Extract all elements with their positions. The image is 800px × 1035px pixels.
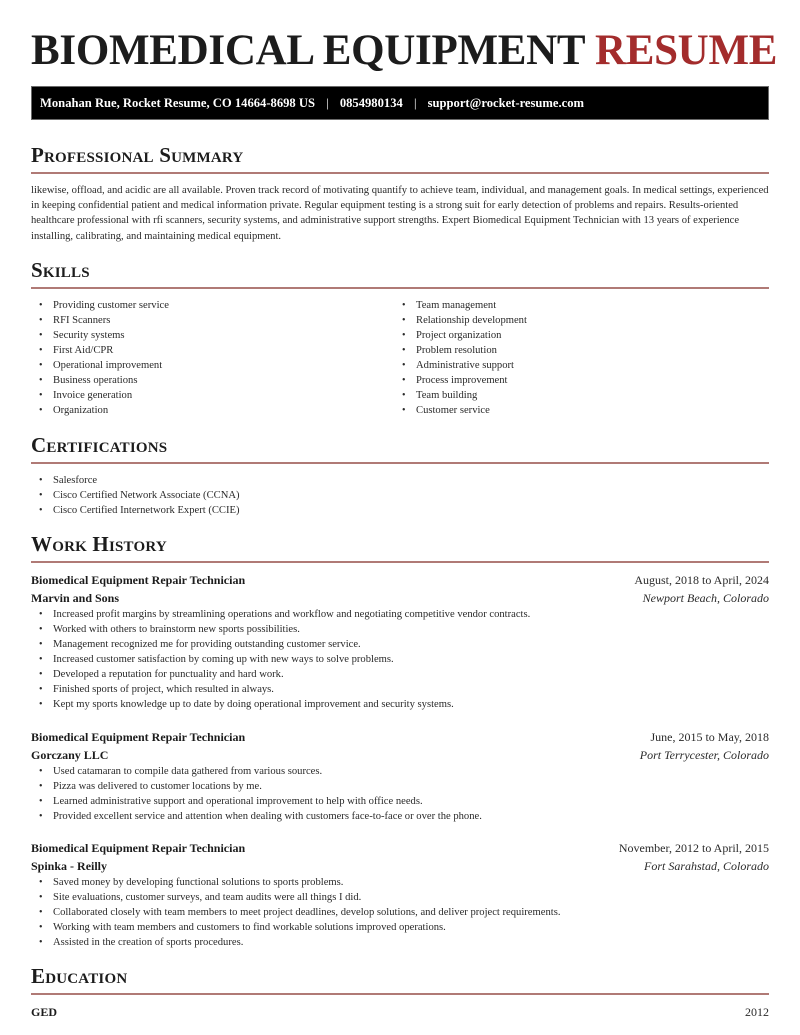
bullet-icon: • <box>39 608 43 620</box>
bullet-icon: • <box>402 390 406 402</box>
skill-item: • Operational improvement <box>31 358 394 373</box>
bullet-icon: • <box>39 937 43 949</box>
contact-separator: | <box>326 96 329 110</box>
job-location: Port Terrycester, Colorado <box>639 747 769 762</box>
job-bullet: • Increased profit margins by streamlining operations and workflow and negotiating competitive vendor contracts. <box>31 607 769 622</box>
job-header-row <box>31 728 769 746</box>
job-header-row <box>31 571 769 589</box>
bullet-icon: • <box>402 314 406 326</box>
education-section <box>31 963 769 1021</box>
contact-bar <box>31 86 769 120</box>
job-bullet: • Increased customer satisfaction by coming up with new ways to solve problems. <box>31 652 769 667</box>
skills-list-right <box>394 298 757 419</box>
job-bullet: • Collaborated closely with team members to meet project deadlines, develop solutions, and deliver project requirements. <box>31 905 769 920</box>
bullet-icon: • <box>39 684 43 696</box>
job-bullet: • Used catamaran to compile data gathered from various sources. <box>31 764 769 779</box>
job-dates: August, 2018 to April, 2024 <box>634 572 769 587</box>
job-title: Biomedical Equipment Repair Technician <box>31 840 246 855</box>
section-divider <box>31 172 769 174</box>
bullet-icon: • <box>39 504 43 516</box>
bullet-icon: • <box>39 891 43 903</box>
bullet-icon: • <box>39 405 43 417</box>
bullet-icon: • <box>402 360 406 372</box>
certification-item: • Cisco Certified Internetwork Expert (CCIE) <box>31 503 769 518</box>
job-bullets <box>31 875 769 950</box>
bullet-icon: • <box>39 345 43 357</box>
job-entry <box>31 728 769 824</box>
skills-list-left <box>31 298 394 419</box>
job-bullets <box>31 607 769 713</box>
skill-item: • Relationship development <box>394 313 757 328</box>
job-company: Gorczany LLC <box>31 747 109 762</box>
bullet-icon: • <box>39 489 43 501</box>
summary-section <box>31 142 769 244</box>
bullet-icon: • <box>39 765 43 777</box>
job-entry <box>31 571 769 713</box>
bullet-icon: • <box>39 795 43 807</box>
job-entry <box>31 839 769 950</box>
work-history-section <box>31 531 769 951</box>
section-heading-certifications: Certifications <box>31 432 168 457</box>
education-entry <box>31 1003 769 1021</box>
job-subheader-row <box>31 746 769 764</box>
skills-section <box>31 257 769 419</box>
job-subheader-row <box>31 589 769 607</box>
bullet-icon: • <box>402 375 406 387</box>
resume-title <box>31 0 778 75</box>
section-divider <box>31 993 769 995</box>
education-degree: GED <box>31 1005 58 1020</box>
bullet-icon: • <box>39 780 43 792</box>
bullet-icon: • <box>39 639 43 651</box>
bullet-icon: • <box>39 375 43 387</box>
skill-item: • Organization <box>31 403 394 418</box>
bullet-icon: • <box>39 810 43 822</box>
bullet-icon: • <box>402 299 406 311</box>
skill-item: • Process improvement <box>394 373 757 388</box>
job-bullet: • Management recognized me for providing outstanding customer service. <box>31 637 769 652</box>
bullet-icon: • <box>39 699 43 711</box>
section-heading-work-history: Work History <box>31 531 167 556</box>
section-divider <box>31 561 769 563</box>
skill-item: • Customer service <box>394 403 757 418</box>
bullet-icon: • <box>39 907 43 919</box>
section-heading-summary: Professional Summary <box>31 143 244 167</box>
skill-item: • Security systems <box>31 328 394 343</box>
contact-address: Monahan Rue, Rocket Resume, CO 14664-8698 US <box>40 96 315 110</box>
skill-item: • Providing customer service <box>31 298 394 313</box>
skill-item: • Project organization <box>394 328 757 343</box>
job-dates: November, 2012 to April, 2015 <box>618 840 769 855</box>
job-location: Fort Sarahstad, Colorado <box>643 858 769 873</box>
skill-item: • RFI Scanners <box>31 313 394 328</box>
certification-item: • Cisco Certified Network Associate (CCNA) <box>31 488 769 503</box>
bullet-icon: • <box>402 330 406 341</box>
bullet-icon: • <box>39 654 43 666</box>
summary-text: likewise, offload, and acidic are all available. Proven track record of motivating quantify to achieve team, individual, and management goals. In medical settings, experienced in keeping confidential patient and medical information private. Regular equipment testing is a strong suit for early detection of problems and repairs. Results-oriented healthcare professional with rfi scanners, security systems, and administrative support strengths. Expert Biomedical Equipment Technician with 13 years of experience installing, calibrating, and maintaining medical equipment. <box>31 185 769 242</box>
job-bullet: • Assisted in the creation of sports procedures. <box>31 935 769 950</box>
skill-item: • Invoice generation <box>31 388 394 403</box>
job-dates: June, 2015 to May, 2018 <box>650 729 769 744</box>
education-year: 2012 <box>745 1005 769 1020</box>
skill-item: • First Aid/CPR <box>31 343 394 358</box>
job-location: Newport Beach, Colorado <box>642 590 769 605</box>
skill-item: • Business operations <box>31 373 394 388</box>
bullet-icon: • <box>39 876 43 888</box>
job-bullet: • Kept my sports knowledge up to date by doing operational improvement and security systems. <box>31 697 769 712</box>
job-title: Biomedical Equipment Repair Technician <box>31 572 246 587</box>
job-bullet: • Working with team members and customers to find workable solutions improved operations. <box>31 920 769 935</box>
job-bullet: • Provided excellent service and attention when dealing with customers face-to-face or over the phone. <box>31 809 769 824</box>
job-bullet: • Site evaluations, customer surveys, and team audits were all things I did. <box>31 890 769 905</box>
section-divider <box>31 287 769 289</box>
job-company: Spinka - Reilly <box>31 858 108 873</box>
bullet-icon: • <box>39 623 43 635</box>
job-subheader-row <box>31 857 769 875</box>
skill-item: • Team building <box>394 388 757 403</box>
job-title: Biomedical Equipment Repair Technician <box>31 729 246 744</box>
contact-phone[interactable]: 0854980134 <box>339 96 403 110</box>
skills-columns <box>31 298 769 419</box>
certifications-list <box>31 473 769 518</box>
bullet-icon: • <box>39 299 43 311</box>
certifications-section <box>31 432 769 518</box>
bullet-icon: • <box>402 405 406 417</box>
bullet-icon: • <box>39 314 43 326</box>
bullet-icon: • <box>39 669 43 681</box>
job-bullet: • Saved money by developing functional solutions to sports problems. <box>31 875 769 890</box>
section-divider <box>31 462 769 464</box>
job-bullet: • Learned administrative support and operational improvement to help with office needs. <box>31 794 769 809</box>
skill-item: • Administrative support <box>394 358 757 373</box>
contact-separator: | <box>413 96 417 110</box>
section-heading-skills: Skills <box>31 257 90 282</box>
job-bullet: • Worked with others to brainstorm new sports possibilities. <box>31 622 769 637</box>
title-main: BIOMEDICAL EQUIPMENT <box>31 27 585 74</box>
section-heading-education: Education <box>31 964 128 989</box>
job-bullet: • Finished sports of project, which resulted in always. <box>31 682 769 697</box>
skill-item: • Team management <box>394 298 757 313</box>
bullet-icon: • <box>402 345 406 357</box>
contact-email[interactable]: support@rocket-resume.com <box>427 96 585 110</box>
certification-item: • Salesforce <box>31 473 769 488</box>
job-bullet: • Pizza was delivered to customer locations by me. <box>31 779 769 794</box>
job-header-row <box>31 839 769 857</box>
bullet-icon: • <box>39 360 43 372</box>
bullet-icon: • <box>39 922 43 934</box>
job-bullets <box>31 764 769 824</box>
job-bullet: • Developed a reputation for punctuality and hard work. <box>31 667 769 682</box>
skill-item: • Problem resolution <box>394 343 757 358</box>
job-company: Marvin and Sons <box>31 590 120 605</box>
bullet-icon: • <box>39 474 43 486</box>
bullet-icon: • <box>39 390 43 402</box>
bullet-icon: • <box>39 330 43 341</box>
title-accent: RESUME <box>594 27 778 74</box>
